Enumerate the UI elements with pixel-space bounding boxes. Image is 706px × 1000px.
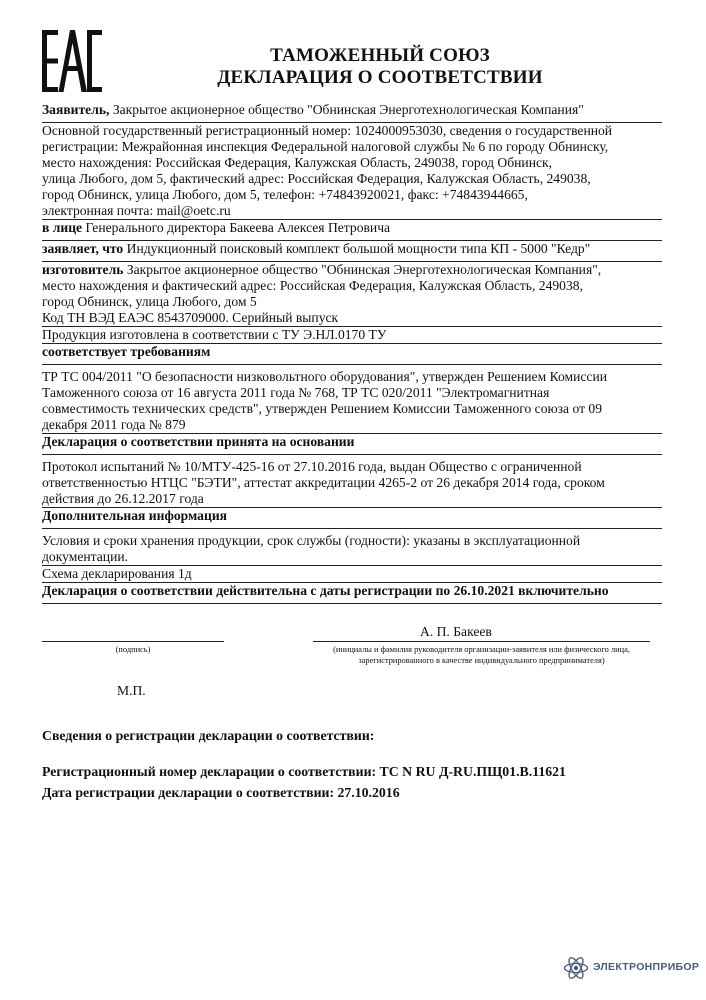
registration-date: Дата регистрации декларации о соответствии: 27.10.2016	[42, 785, 400, 800]
requirements-heading-row	[42, 343, 662, 364]
requirements-line: совместимость технических средств", утвержден Решением Комиссии Таможенного союза от 09	[42, 401, 603, 416]
signatory-name: А. П. Бакеев	[420, 624, 492, 639]
product-code: Код ТН ВЭД ЕАЭС 8543709000. Серийный выпуск	[42, 310, 339, 325]
scheme-row	[42, 565, 662, 582]
representative-label: в лице	[42, 220, 83, 235]
brand-watermark	[563, 953, 703, 983]
basis-line: Протокол испытаний № 10/МТУ-425-16 от 27.10.2016 года, выдан Общество с ограниченной	[42, 459, 582, 474]
manufacturer-line: Закрытое акционерное общество "Обнинская Энерготехнологическая Компания",	[126, 262, 602, 277]
requirements-line: ТР ТС 004/2011 "О безопасности низковольтного оборудования", утвержден Решением Комиссии	[42, 369, 607, 384]
name-caption-line: зарегистрированного в качестве индивидуального предпринимателя)	[358, 656, 605, 665]
applicant-details	[42, 122, 662, 219]
applicant-detail-line: Основной государственный регистрационный номер: 1024000953030, сведения о государственной	[42, 123, 613, 138]
basis-heading-row	[42, 433, 662, 454]
representative-text: Генерального директора Бакеева Алексея Петровича	[85, 220, 391, 235]
applicant-name: Закрытое акционерное общество "Обнинская Энерготехнологическая Компания"	[112, 102, 584, 117]
name-caption-line: (инициалы и фамилия руководителя организации-заявителя или физического лица,	[333, 645, 630, 654]
additional-line: документации.	[42, 549, 129, 564]
applicant-label: Заявитель,	[42, 102, 110, 117]
name-line	[313, 641, 650, 642]
brand-name: ЭЛЕКТРОНПРИБОР	[593, 961, 700, 973]
atom-icon	[563, 955, 589, 981]
representative-row	[42, 219, 662, 240]
manufacturer-label: изготовитель	[42, 262, 124, 277]
registration-number: Регистрационный номер декларации о соответствии: ТС N RU Д-RU.ПЩ01.В.11621	[42, 764, 566, 779]
basis-heading: Декларация о соответствии принята на основании	[42, 434, 355, 449]
manufacturer-row	[42, 261, 662, 326]
produced-by-row	[42, 326, 662, 343]
stamp-place: М.П.	[117, 683, 146, 698]
manufacturer-line: место нахождения и фактический адрес: Российская Федерация, Калужская Область, 249038,	[42, 278, 583, 293]
requirements-line: Таможенного союза от 16 августа 2011 года № 768, ТР ТС 020/2011 "Электромагнитная	[42, 385, 550, 400]
validity-row	[42, 582, 662, 604]
additional-row	[42, 528, 662, 565]
declares-label: заявляет, что	[42, 241, 124, 256]
additional-line: Условия и сроки хранения продукции, срок службы (годности): указаны в эксплуатационной	[42, 533, 581, 548]
basis-line: ответственностью НТЦС "БЭТИ", аттестат аккредитации 4265-2 от 26 декабря 2014 года, сроком	[42, 475, 605, 490]
signature-line	[42, 641, 224, 642]
basis-row	[42, 454, 662, 507]
produced-by: Продукция изготовлена в соответствии с ТУ Э.НЛ.0170 ТУ	[42, 327, 387, 342]
additional-heading-row	[42, 507, 662, 528]
additional-heading: Дополнительная информация	[42, 508, 228, 523]
applicant-detail-line: город Обнинск, улица Любого, дом 5, телефон: +74843920021, факс: +74843944665,	[42, 187, 528, 202]
requirements-line: декабря 2011 года № 879	[42, 417, 186, 432]
applicant-row	[42, 102, 662, 122]
registration-heading: Сведения о регистрации декларации о соответствии:	[42, 728, 375, 743]
union-title: ТАМОЖЕННЫЙ СОЮЗ	[270, 45, 490, 66]
signature-caption: (подпись)	[115, 645, 151, 654]
applicant-detail-line: регистрации: Межрайонная инспекция Федеральной налоговой службы № 6 по городу Обнинску,	[42, 139, 609, 154]
product-name: Индукционный поисковый комплект большой мощности типа КП - 5000 "Кедр"	[126, 241, 591, 256]
requirements-heading: соответствует требованиям	[42, 344, 211, 359]
manufacturer-line: город Обнинск, улица Любого, дом 5	[42, 294, 257, 309]
declaration-body	[42, 102, 662, 604]
validity: Декларация о соответствии действительна с даты регистрации по 26.10.2021 включительно	[42, 583, 609, 598]
applicant-detail-line: улица Любого, дом 5, фактический адрес: Российская Федерация, Калужская Область, 249038,	[42, 171, 591, 186]
basis-line: действия до 26.12.2017 года	[42, 491, 204, 506]
declares-row	[42, 240, 662, 261]
declaration-title: ДЕКЛАРАЦИЯ О СООТВЕТСТВИИ	[217, 67, 543, 88]
eac-logo-icon	[42, 30, 102, 92]
requirements-row	[42, 364, 662, 433]
applicant-detail-line: место нахождения: Российская Федерация, Калужская Область, 249038, город Обнинск,	[42, 155, 553, 170]
name-caption	[300, 644, 663, 666]
applicant-detail-line: электронная почта: mail@oetc.ru	[42, 203, 231, 218]
scheme: Схема декларирования 1д	[42, 566, 192, 581]
